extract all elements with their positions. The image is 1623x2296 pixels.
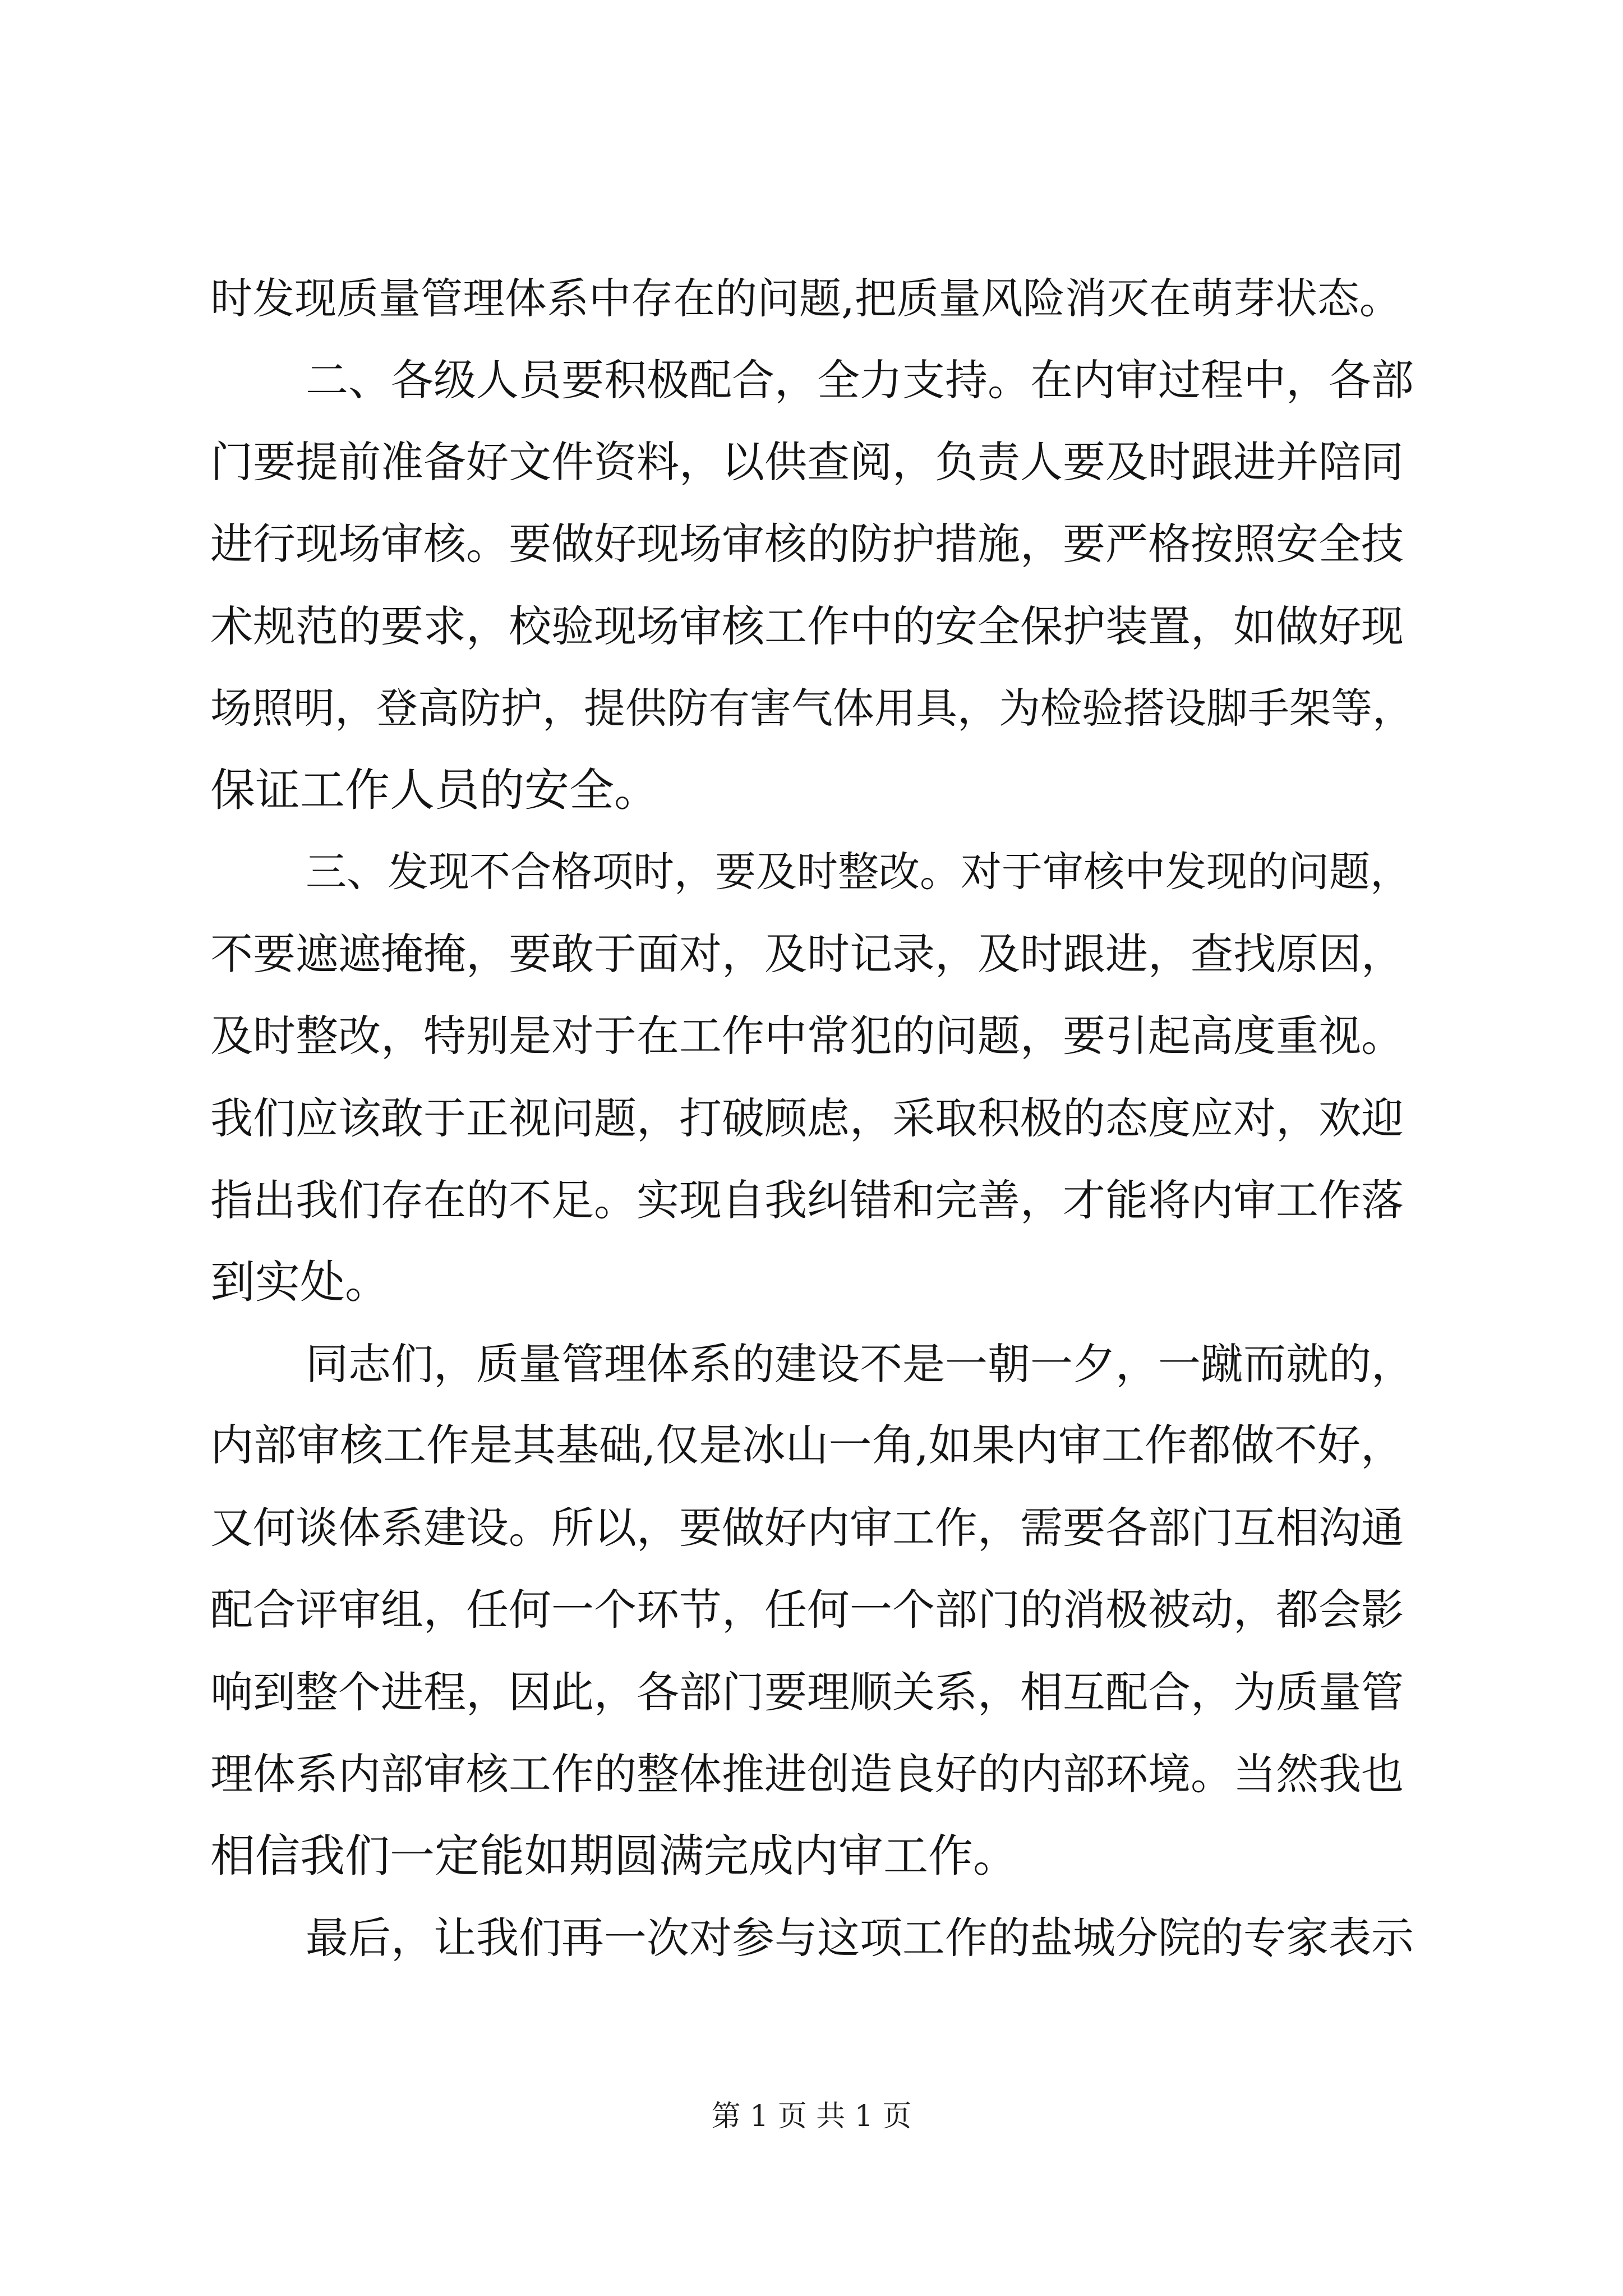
line-text: 门要提前准备好文件资料，以供查阅，负责人要及时跟进并陪同 (210, 437, 1404, 487)
text-line (0, 926, 1623, 982)
line-text: 理体系内部审核工作的整体推进创造良好的内部环境。当然我也 (210, 1749, 1404, 1799)
line-text: 我们应该敢于正视问题，打破顾虑，采取积极的态度应对，欢迎 (210, 1093, 1404, 1143)
line-text: 术规范的要求，校验现场审核工作中的安全保护装置，如做好现 (210, 601, 1404, 651)
text-line (0, 1910, 1623, 1966)
text-line (0, 1091, 1623, 1147)
line-text: 到实处。 (210, 1256, 390, 1308)
text-line (0, 434, 1623, 490)
line-text: 时发现质量管理体系中存在的问题,把质量风险消灭在萌芽状态。 (210, 274, 1401, 323)
line-text: 又何谈体系建设。所以，要做好内审工作，需要各部门互相沟通 (210, 1503, 1404, 1553)
line-text: 三、发现不合格项时，要及时整改。对于审核中发现的问题， (306, 848, 1411, 896)
text-line (0, 844, 1623, 900)
text-line (0, 599, 1623, 655)
line-text: 最后，让我们再一次对参与这项工作的盐城分院的专家表示 (306, 1913, 1414, 1963)
line-text: 二、各级人员要积极配合，全力支持。在内审过程中，各部 (306, 355, 1414, 405)
line-text: 场照明，登高防护，提供防有害气体用具，为检验搭设脚手架等， (210, 684, 1414, 733)
line-text: 不要遮遮掩掩，要敢于面对，及时记录，及时跟进，查找原因， (210, 929, 1404, 979)
text-line (0, 1500, 1623, 1556)
text-line (0, 352, 1623, 408)
text-line (0, 680, 1623, 737)
line-text: 相信我们一定能如期圆满完成内审工作。 (210, 1830, 1018, 1882)
text-line (0, 1008, 1623, 1064)
text-line (0, 762, 1623, 818)
line-text: 配合评审组，任何一个环节，任何一个部门的消极被动，都会影 (210, 1585, 1404, 1635)
text-line (0, 1336, 1623, 1392)
line-text: 内部审核工作是其基础,仅是冰山一角,如果内审工作都做不好， (210, 1421, 1404, 1471)
text-line (0, 1418, 1623, 1474)
text-line (0, 1254, 1623, 1310)
text-line (0, 1664, 1623, 1720)
text-line (0, 1746, 1623, 1802)
text-line (0, 516, 1623, 572)
line-text: 同志们，质量管理体系的建设不是一朝一夕，一蹴而就的， (306, 1339, 1414, 1389)
line-text: 进行现场审核。要做好现场审核的防护措施，要严格按照安全技 (210, 519, 1404, 569)
page-footer (0, 2097, 1623, 2136)
line-text: 保证工作人员的安全。 (210, 764, 659, 816)
text-line (0, 270, 1623, 326)
text-line (0, 1172, 1623, 1228)
line-text: 及时整改，特别是对于在工作中常犯的问题，要引起高度重视。 (210, 1011, 1404, 1061)
page-number-label: 第 1 页 共 1 页 (711, 2100, 912, 2133)
line-text: 指出我们存在的不足。实现自我纠错和完善，才能将内审工作落 (210, 1175, 1404, 1225)
text-line (0, 1828, 1623, 1884)
text-line (0, 1582, 1623, 1638)
line-text: 响到整个进程，因此，各部门要理顺关系，相互配合，为质量管 (210, 1667, 1404, 1717)
